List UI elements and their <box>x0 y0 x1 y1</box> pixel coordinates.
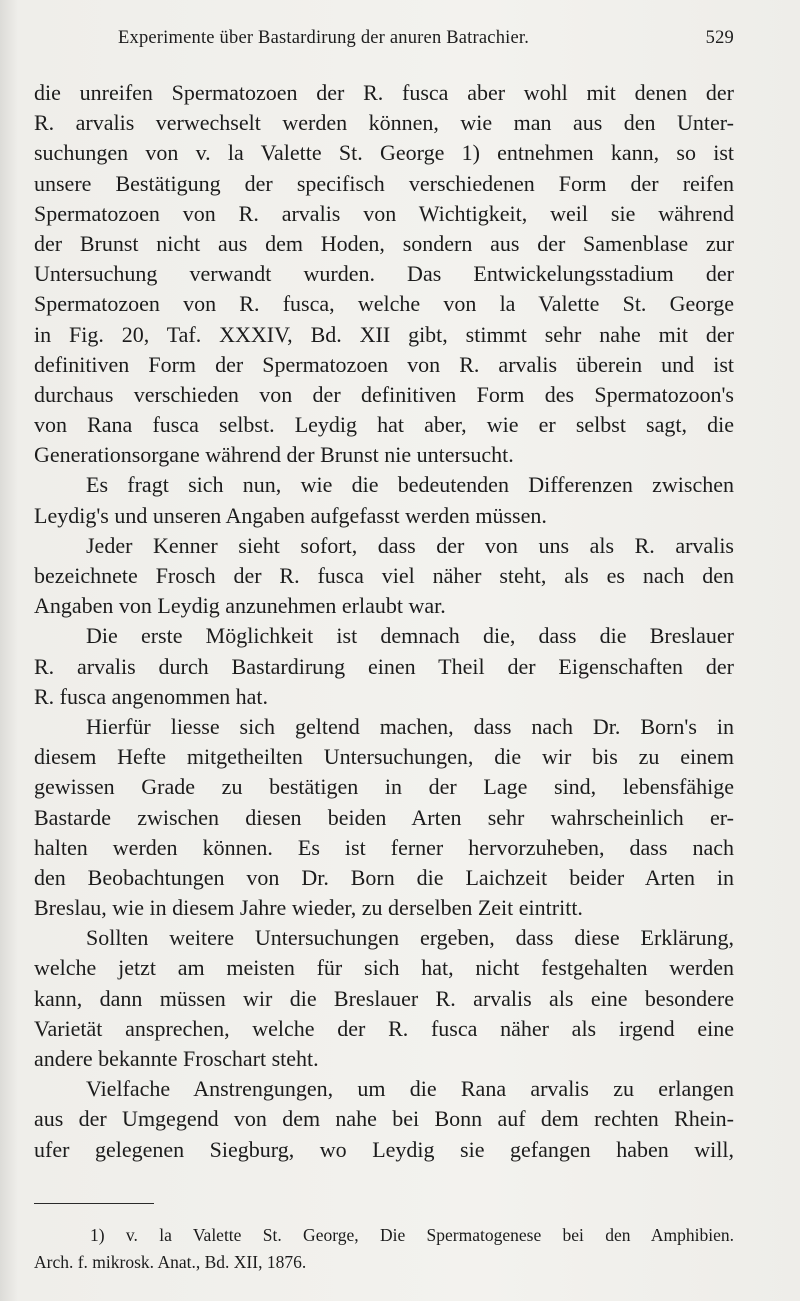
text-line: Vielfache Anstrengungen, um die Rana arvalis zu erlangen <box>86 1076 734 1102</box>
text-line: Jeder Kenner sieht sofort, dass der von uns als R. arvalis <box>86 532 734 558</box>
text-line: definitiven Form der Spermatozoen von R. arvalis überein und ist <box>34 351 734 377</box>
text-line: kann, dann müssen wir die Breslauer R. arvalis als eine besondere <box>34 985 734 1011</box>
text-line: gewissen Grade zu bestätigen in der Lage sind, lebensfähige <box>34 774 734 800</box>
text-line: die unreifen Spermatozoen der R. fusca aber wohl mit denen der <box>34 80 734 105</box>
text-line: andere bekannte Froschart steht. <box>34 1046 319 1071</box>
text-line: Angaben von Leydig anzunehmen erlaubt war. <box>34 593 446 619</box>
text-line: R. arvalis verwechselt werden können, wie man aus den Unter- <box>34 110 734 136</box>
text-line: Leydig's und unseren Angaben aufgefasst werden müssen. <box>34 502 547 528</box>
footnote-line: 1) v. la Valette St. George, Die Spermatogenese bei den Amphibien. <box>90 1225 734 1245</box>
footnote <box>34 1222 734 1276</box>
text-line: in Fig. 20, Taf. XXXIV, Bd. XII gibt, stimmt sehr nahe mit der <box>34 321 734 347</box>
text-line: diesem Hefte mitgetheilten Untersuchungen, die wir bis zu einem <box>34 744 734 770</box>
text-line: Spermatozoen von R. fusca, welche von la Valette St. George <box>34 291 734 317</box>
text-line: Bastarde zwischen diesen beiden Arten sehr wahrscheinlich er- <box>34 804 734 830</box>
text-line: Untersuchung verwandt wurden. Das Entwickelungsstadium der <box>34 261 734 287</box>
page-number: 529 <box>705 28 734 48</box>
text-line: der Brunst nicht aus dem Hoden, sondern aus der Samenblase zur <box>34 230 734 256</box>
text-line: R. fusca angenommen hat. <box>34 683 268 709</box>
text-line: suchungen von v. la Valette St. George 1) entnehmen kann, so ist <box>34 140 734 166</box>
text-line: R. arvalis durch Bastardirung einen Theil der Eigenschaften der <box>34 653 734 679</box>
running-title: Experimente über Bastardirung der anuren Batrachier. <box>118 28 530 48</box>
body-text <box>34 78 734 1165</box>
text-line: welche jetzt am meisten für sich hat, nicht festgehalten werden <box>34 955 734 981</box>
text-line: bezeichnete Frosch der R. fusca viel näher steht, als es nach den <box>34 563 734 588</box>
text-line: Es fragt sich nun, wie die bedeutenden Differenzen zwischen <box>86 472 734 498</box>
text-line: Sollten weitere Untersuchungen ergeben, dass diese Erklärung, <box>86 925 734 951</box>
text-line: Spermatozoen von R. arvalis von Wichtigkeit, weil sie während <box>34 200 734 226</box>
text-line: halten werden können. Es ist ferner hervorzuheben, dass nach <box>34 834 734 860</box>
text-line: aus der Umgegend von dem nahe bei Bonn auf dem rechten Rhein- <box>34 1106 734 1132</box>
footnote-line: Arch. f. mikrosk. Anat., Bd. XII, 1876. <box>34 1252 307 1272</box>
text-line: Generationsorgane während der Brunst nie untersucht. <box>34 442 514 468</box>
text-line: Hierfür liesse sich geltend machen, dass nach Dr. Born's in <box>86 713 734 739</box>
text-line: Breslau, wie in diesem Jahre wieder, zu derselben Zeit eintritt. <box>34 895 583 921</box>
text-line: ufer gelegenen Siegburg, wo Leydig sie gefangen haben will, <box>34 1136 734 1162</box>
text-line: den Beobachtungen von Dr. Born die Laichzeit beider Arten in <box>34 864 734 890</box>
text-line: durchaus verschieden von der definitiven Form des Spermatozoon's <box>34 381 734 407</box>
text-line: von Rana fusca selbst. Leydig hat aber, wie er selbst sagt, die <box>34 412 734 438</box>
text-line: Varietät ansprechen, welche der R. fusca näher als irgend eine <box>34 1015 734 1041</box>
page-header <box>34 28 734 58</box>
text-line: Die erste Möglichkeit ist demnach die, dass die Breslauer <box>86 623 734 649</box>
footnote-rule <box>34 1203 154 1204</box>
text-line: unsere Bestätigung der specifisch verschiedenen Form der reifen <box>34 170 734 196</box>
